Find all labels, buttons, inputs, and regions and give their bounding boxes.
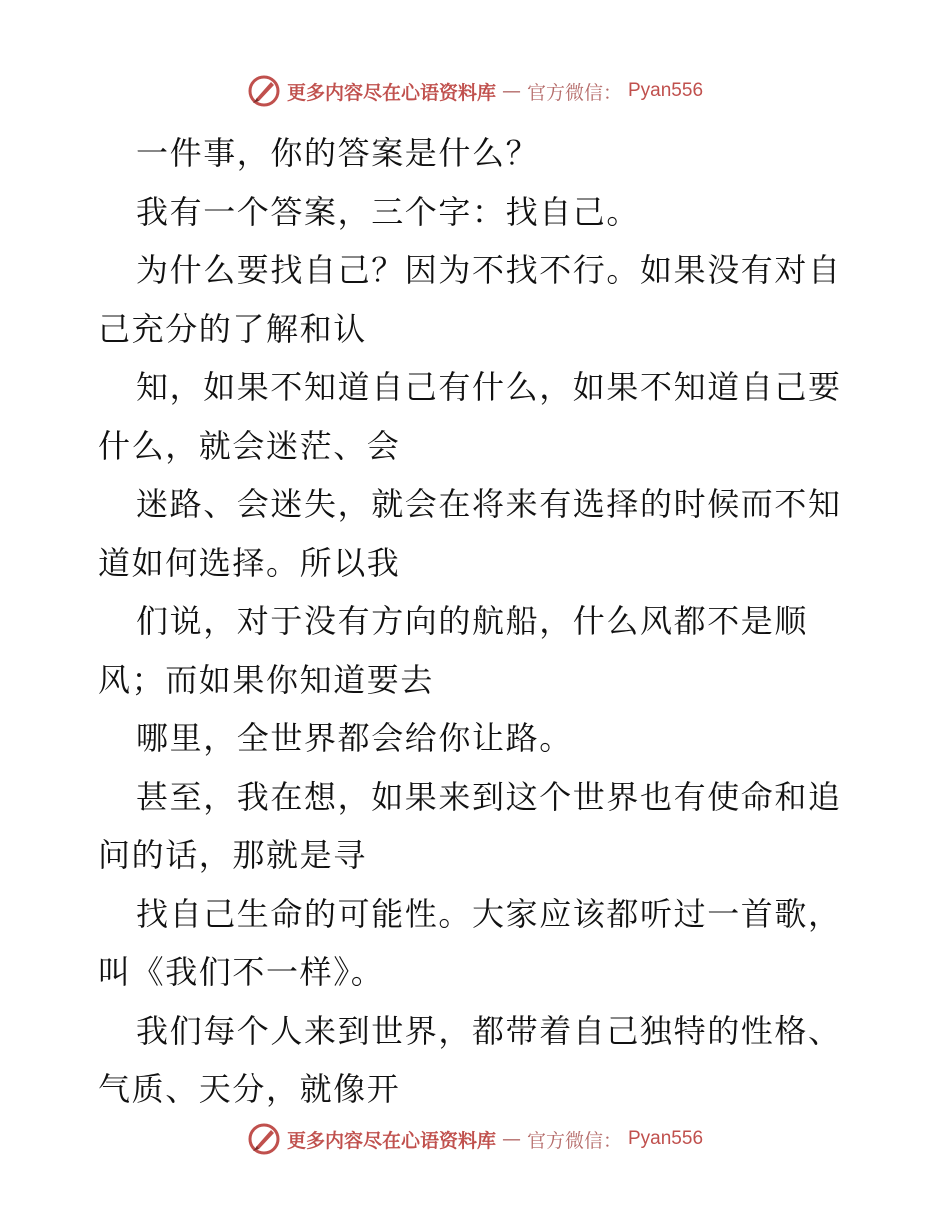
text-line: 为什么要找自己？因为不找不行。如果没有对自 (136, 251, 842, 289)
quill-logo-icon (247, 74, 281, 108)
text-line: 甚至，我在想，如果来到这个世界也有使命和追 (136, 777, 842, 816)
watermark-wechat-label: 官方微信： (526, 81, 622, 104)
text-line: 我们每个人来到世界，都带着自己独特的性格、 (136, 1011, 842, 1050)
watermark-dash: — (501, 80, 521, 102)
text-line: 我有一个答案，三个字：找自己。 (136, 192, 641, 231)
text-line: 迷路、会迷失，就会在将来有选择的时候而不知 (136, 485, 842, 523)
watermark-wechat-id: Pyan556 (628, 1128, 704, 1149)
text-line: 问的话，那就是寻 (98, 836, 367, 874)
text-line: 气质、天分，就像开 (98, 1070, 401, 1108)
text-line: 叫《我们不一样》。 (98, 953, 385, 991)
text-line: 找自己生命的可能性。大家应该都听过一首歌， (136, 894, 842, 933)
footer-watermark (0, 1119, 950, 1159)
document-body (98, 124, 858, 1119)
watermark-dash: — (501, 1128, 521, 1150)
watermark-wechat-id: Pyan556 (628, 80, 704, 101)
text-line: 什么，就会迷茫、会 (98, 426, 401, 465)
text-line: 们说，对于没有方向的航船，什么风都不是顺 (136, 602, 809, 640)
text-line: 道如何选择。所以我 (98, 543, 401, 582)
header-watermark (0, 71, 950, 111)
watermark-main-text: 更多内容尽在心语资料库 (286, 1129, 496, 1152)
quill-logo-icon (247, 1122, 281, 1156)
text-line: 哪里，全世界都会给你让路。 (136, 719, 573, 757)
watermark-wechat-label: 官方微信： (526, 1129, 622, 1152)
text-line: 己充分的了解和认 (98, 309, 367, 348)
watermark-main-text: 更多内容尽在心语资料库 (286, 81, 496, 104)
text-line: 风；而如果你知道要去 (98, 660, 435, 699)
text-line: 知，如果不知道自己有什么，如果不知道自己要 (136, 368, 842, 406)
text-line: 一件事，你的答案是什么？ (136, 134, 540, 172)
